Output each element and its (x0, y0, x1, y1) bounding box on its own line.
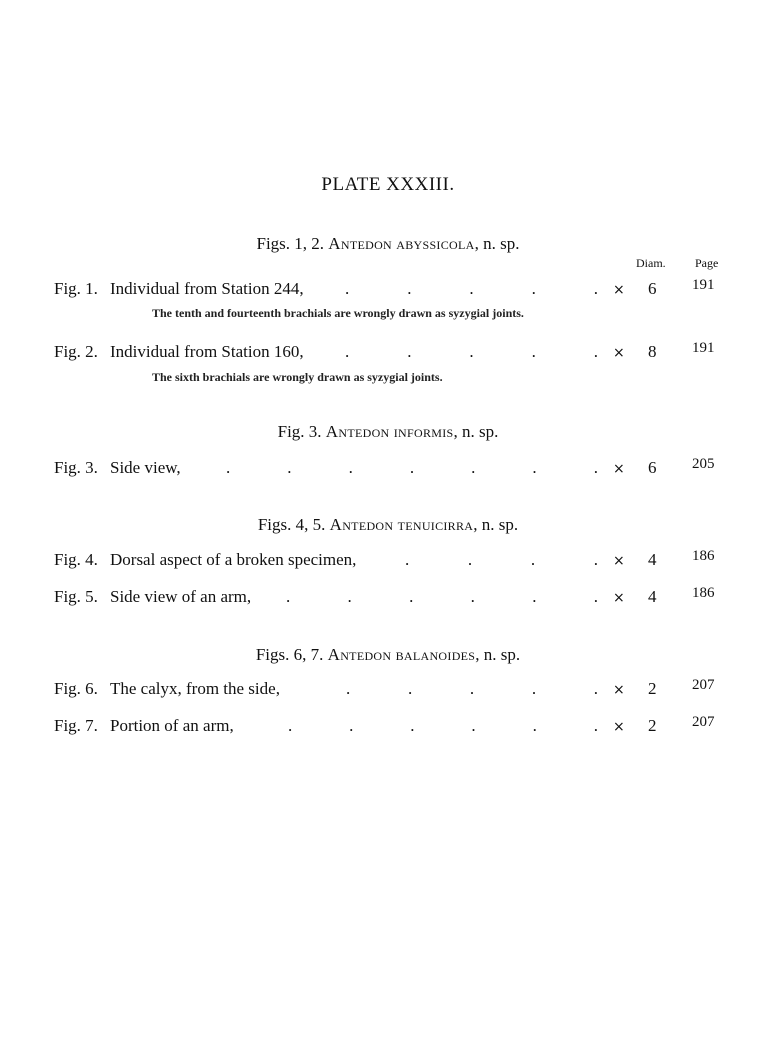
figure-description: Individual from Station 244, (110, 279, 304, 298)
figure-description: Dorsal aspect of a broken specimen, (110, 550, 357, 569)
leader-dots: . . . . . (346, 679, 598, 698)
figure-description: Side view of an arm, (110, 587, 252, 606)
figure-number: Fig. 1. (54, 279, 98, 298)
heading-suffix: , n. sp. (474, 234, 520, 253)
group-heading-abyssicola (0, 234, 776, 254)
column-header-page: Page (695, 256, 719, 270)
genus-name: Antedon (328, 234, 392, 253)
figure-description: Portion of an arm, (110, 716, 234, 735)
page-number: 207 (692, 714, 715, 730)
figure-entry (0, 679, 776, 703)
leader-dots: . . . . (405, 550, 598, 569)
figure-number: Fig. 7. (54, 716, 98, 735)
species-name: tenuicirra (397, 515, 474, 534)
leader-dots: . . . . . (345, 342, 598, 361)
heading-suffix: , n. sp. (453, 422, 499, 441)
page-number: 186 (692, 585, 715, 601)
diameter-value: 6 (648, 279, 657, 298)
figure-entry (0, 550, 776, 574)
diameter-value: 6 (648, 458, 657, 477)
figure-note: The sixth brachials are wrongly drawn as syzygial joints. (152, 370, 443, 384)
figure-entry (0, 716, 776, 740)
figure-number: Fig. 6. (54, 679, 98, 698)
diameter-value: 2 (648, 716, 657, 735)
diameter-value: 2 (648, 679, 657, 698)
magnification-sign: × (613, 682, 625, 698)
figs-label: Figs. 6, 7. (255, 645, 324, 664)
genus-name: Antedon (329, 515, 394, 534)
magnification-sign: × (613, 553, 625, 569)
group-heading-informis (0, 422, 776, 442)
species-name: informis (393, 422, 454, 441)
magnification-sign: × (613, 590, 625, 606)
figs-label: Fig. 3. (277, 422, 322, 441)
page-number: 191 (692, 340, 715, 356)
figure-entry (0, 458, 776, 482)
genus-name: Antedon (327, 645, 392, 664)
magnification-sign: × (613, 461, 625, 477)
leader-dots: . . . . . . (286, 587, 598, 606)
heading-suffix: , n. sp. (475, 645, 521, 664)
page-number: 191 (692, 277, 715, 293)
column-header-diam: Diam. (636, 256, 666, 270)
figure-entry (0, 342, 776, 366)
species-name: abyssicola (396, 234, 475, 253)
genus-name: Antedon (325, 422, 390, 441)
heading-suffix: , n. sp. (473, 515, 519, 534)
magnification-sign: × (613, 345, 625, 361)
figure-number: Fig. 5. (54, 587, 98, 606)
leader-dots: . . . . . . . (226, 458, 598, 477)
page-number: 207 (692, 677, 715, 693)
figure-description: The calyx, from the side, (110, 679, 280, 698)
diameter-value: 8 (648, 342, 657, 361)
plate-title: PLATE XXXIII. (321, 174, 455, 195)
leader-dots: . . . . . . (288, 716, 598, 735)
figure-description: Individual from Station 160, (110, 342, 304, 361)
diameter-value: 4 (648, 550, 657, 569)
figs-label: Figs. 4, 5. (257, 515, 326, 534)
figure-number: Fig. 2. (54, 342, 98, 361)
leader-dots: . . . . . (345, 279, 598, 298)
page-number: 186 (692, 548, 715, 564)
figure-entry (0, 279, 776, 303)
figure-number: Fig. 3. (54, 458, 98, 477)
figs-label: Figs. 1, 2. (256, 234, 325, 253)
diameter-value: 4 (648, 587, 657, 606)
species-name: balanoides (395, 645, 476, 664)
group-heading-balanoides (0, 645, 776, 665)
figure-number: Fig. 4. (54, 550, 98, 569)
page-number: 205 (692, 456, 715, 472)
magnification-sign: × (613, 719, 625, 735)
magnification-sign: × (613, 282, 625, 298)
figure-description: Side view, (110, 458, 181, 477)
figure-entry (0, 587, 776, 611)
group-heading-tenuicirra (0, 515, 776, 535)
figure-note: The tenth and fourteenth brachials are wrongly drawn as syzygial joints. (152, 306, 524, 320)
